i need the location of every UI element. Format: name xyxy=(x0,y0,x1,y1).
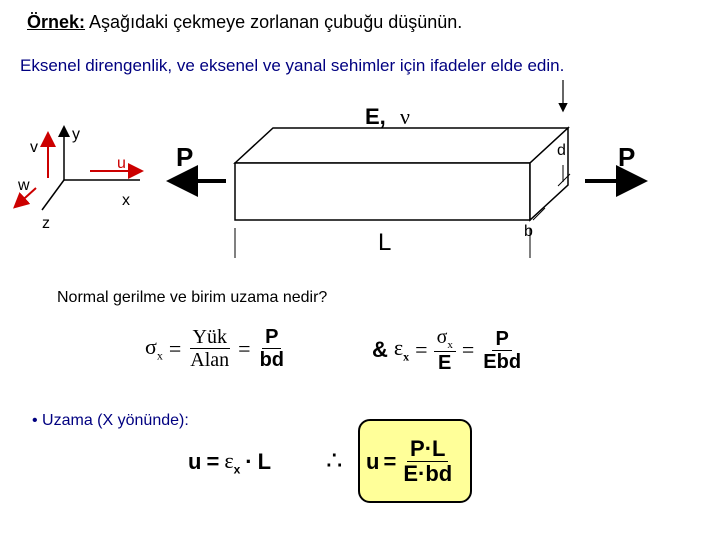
axis-y-label: y xyxy=(72,126,80,143)
result-eq: = xyxy=(383,448,397,474)
axis-w-label: w xyxy=(18,177,30,194)
bar-diagram xyxy=(0,70,720,270)
poisson-label: ν xyxy=(400,104,410,129)
axis-z-label: z xyxy=(42,215,50,232)
stress-eq2: = xyxy=(238,335,251,361)
question-text: Normal gerilme ve birim uzama nedir? xyxy=(57,289,328,306)
stress-frac-words: $\frac{\text{Yük}}{\text{Alan}}$ xyxy=(190,326,230,371)
axis-x-label: x xyxy=(122,192,130,209)
elongation-equation xyxy=(188,448,271,476)
axis-v-label: v xyxy=(30,139,38,156)
depth-label: d xyxy=(557,142,566,159)
width-label: b xyxy=(524,223,533,240)
elong-epsilon: $\varepsilon_x$ xyxy=(224,448,241,477)
axis-u-label: u xyxy=(117,155,126,172)
slide-subtitle: Eksenel direngenlik, ve eksenel ve yanal sehimler için ifadeler elde edin. xyxy=(20,56,565,75)
strain-frac-2: $\frac{P}{\text{Ebd}}$ xyxy=(483,327,522,373)
elongation-bullet: • Uzama (X yönünde): xyxy=(32,412,189,429)
stress-eq: = xyxy=(168,335,182,361)
result-box xyxy=(358,419,472,503)
ampersand: & xyxy=(372,337,388,363)
strain-frac-1: $\frac{\sigma_x}{E}$ xyxy=(434,326,456,374)
z-axis-line xyxy=(42,180,64,210)
elong-eq: = xyxy=(206,449,220,475)
stress-symbol: $\sigma_x$ xyxy=(145,333,163,363)
result-equation xyxy=(366,437,455,486)
material-label: E, xyxy=(365,104,386,129)
slide-title xyxy=(27,12,462,33)
bar-front-face xyxy=(235,163,530,220)
elong-u: u xyxy=(188,449,202,475)
left-load-label: P xyxy=(176,142,194,172)
bar-top-face xyxy=(235,128,568,163)
strain-equation xyxy=(372,326,524,374)
strain-eq2: = xyxy=(461,337,475,363)
length-label: L xyxy=(378,229,392,256)
elong-L: L xyxy=(257,449,272,475)
right-load-label: P xyxy=(618,142,636,172)
stress-frac-symbols: $\frac{P}{bd}$ xyxy=(259,326,285,371)
result-fraction: $\frac{P\cdot L}{E\cdot bd}$ xyxy=(403,436,453,487)
result-u: u xyxy=(366,448,380,474)
title-text: Aşağıdaki çekmeye zorlanan çubuğu düşünün. xyxy=(85,12,463,32)
elong-dot: · xyxy=(245,449,253,475)
therefore-symbol: ∴ xyxy=(326,446,343,475)
stress-equation xyxy=(145,326,287,371)
strain-eq: = xyxy=(415,337,428,363)
title-label: Örnek: xyxy=(27,12,86,32)
strain-symbol: $\varepsilon_x$ xyxy=(393,335,410,364)
